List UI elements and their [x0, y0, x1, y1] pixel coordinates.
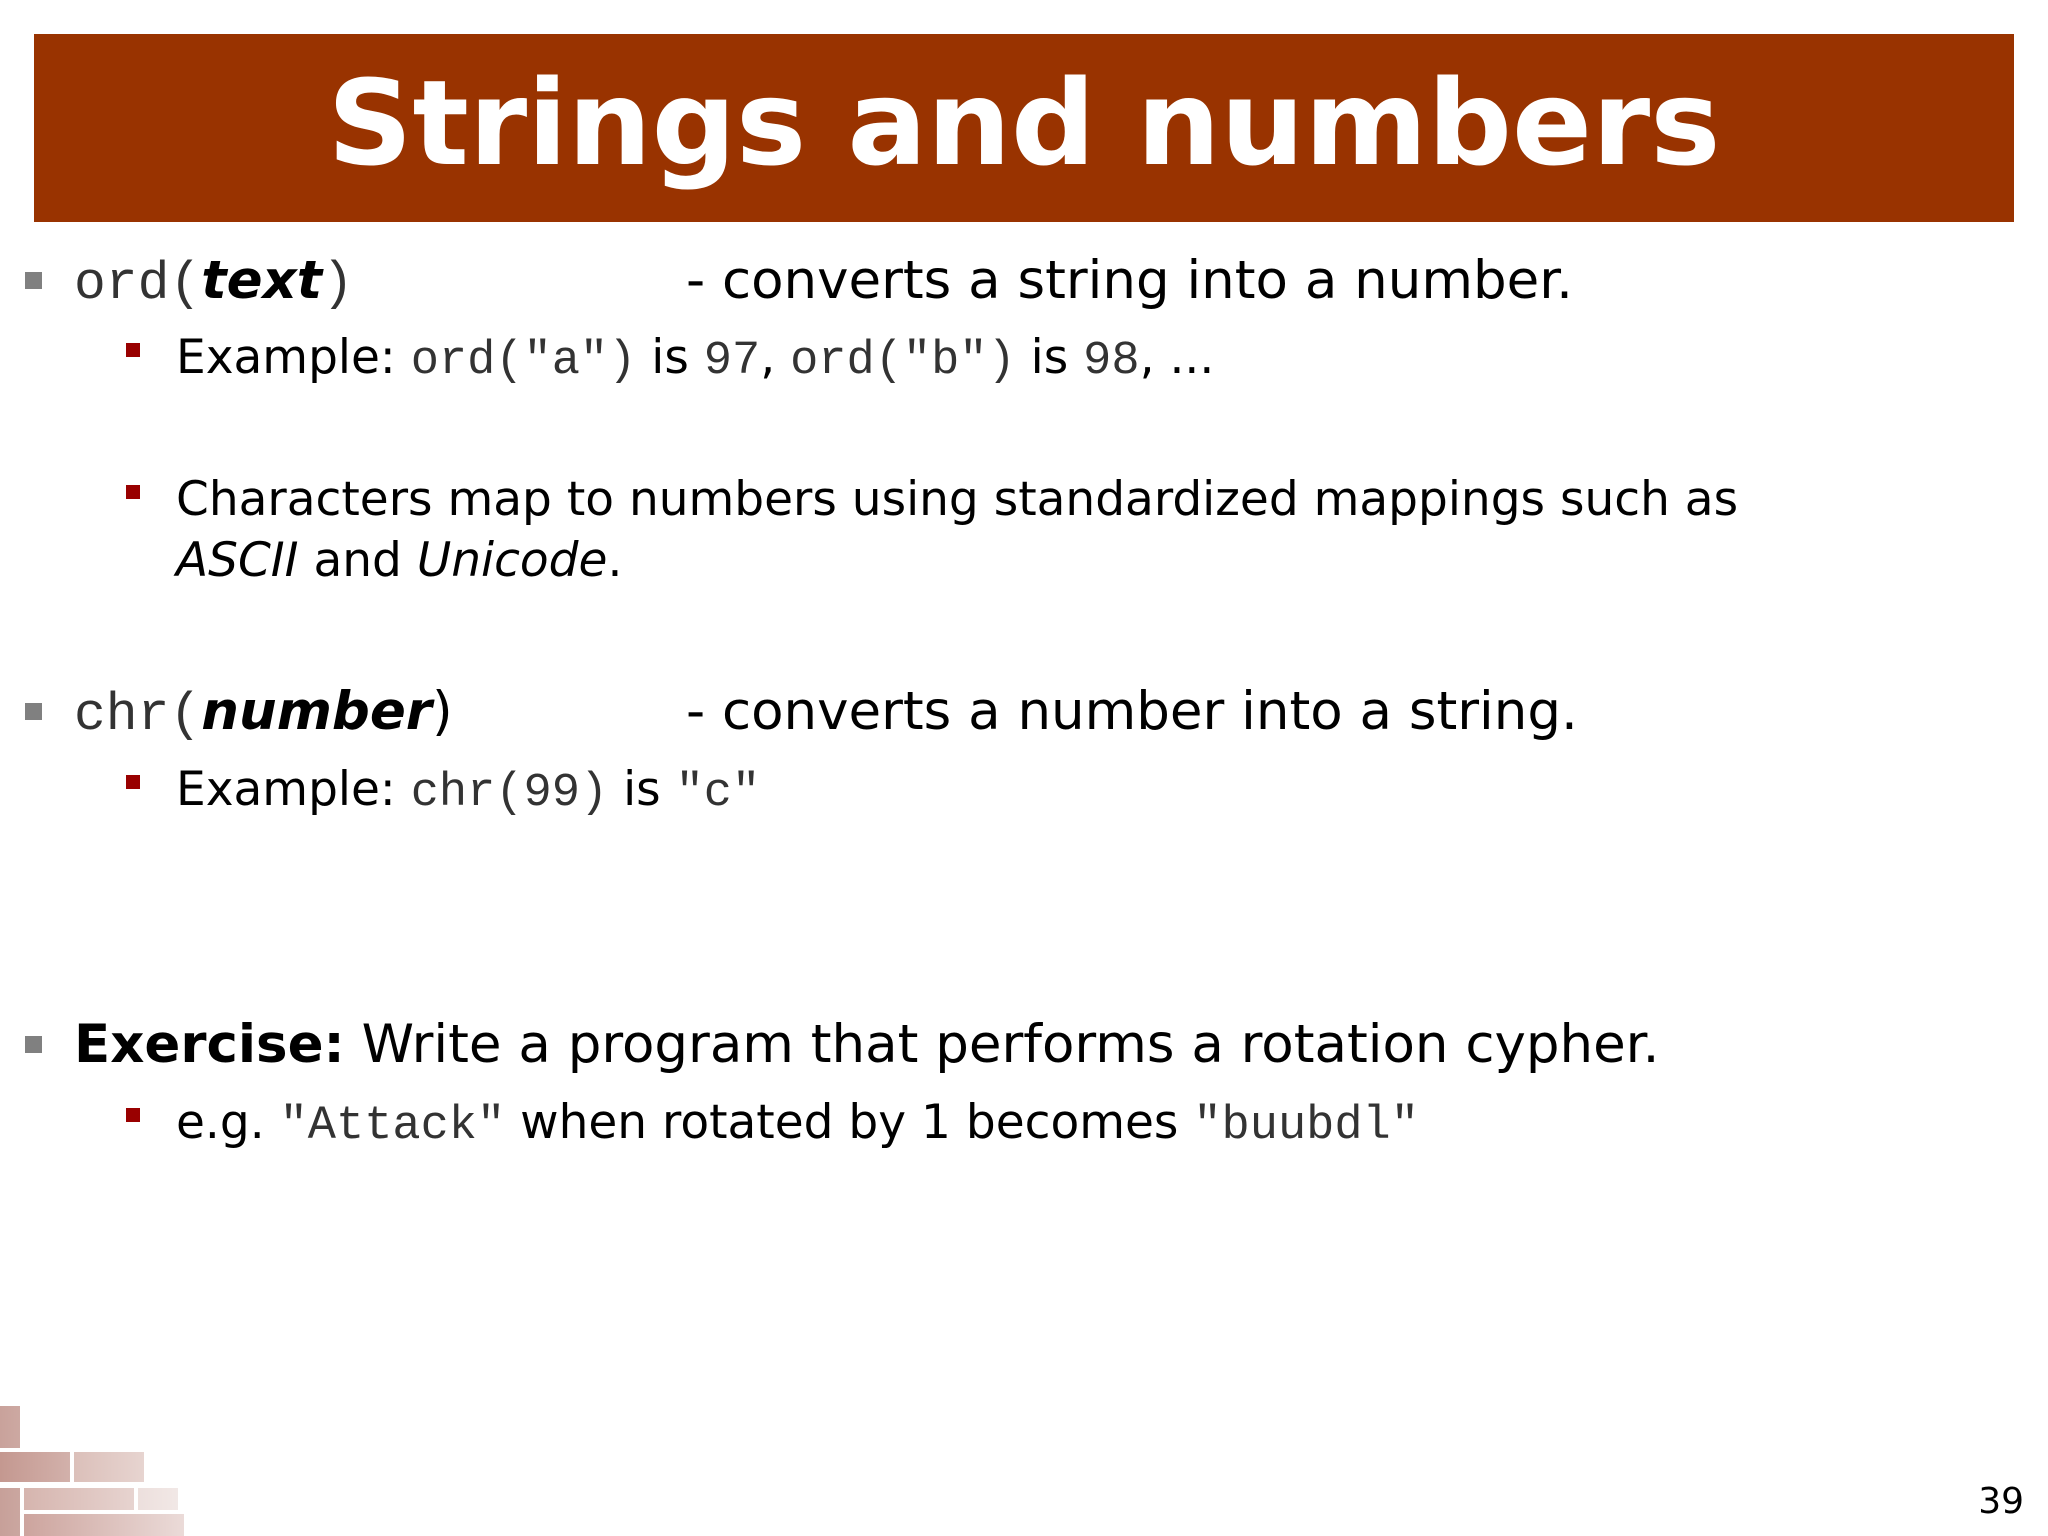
chr-description: - converts a number into a string. — [686, 681, 1578, 742]
char-mapping-line2: ASCII and Unicode. — [176, 533, 623, 588]
chr-example: Example: chr(99) is "c" — [176, 762, 761, 820]
slide-title: Strings and numbers — [327, 54, 1721, 192]
chr-func-name: chr( — [74, 685, 202, 745]
brick-wall-decoration — [0, 1406, 290, 1536]
ord-example-code-b: ord("b") — [790, 335, 1016, 388]
level2-bullet-icon — [126, 485, 140, 499]
exercise-text: Write a program that performs a rotation cypher. — [344, 1014, 1660, 1075]
ord-signature — [74, 250, 354, 314]
ord-example: Example: ord("a") is 97, ord("b") is 98, ... — [176, 330, 1215, 388]
exercise-line — [74, 1014, 1659, 1075]
level2-bullet-icon — [126, 775, 140, 789]
char-mapping-line1: Characters map to numbers using standardized mappings such as — [176, 472, 1739, 527]
chr-param: number — [201, 681, 432, 742]
ord-description: - converts a string into a number. — [686, 250, 1573, 311]
page-number: 39 — [1978, 1481, 2024, 1522]
exercise-label: Exercise: — [74, 1014, 345, 1075]
ord-param: text — [201, 250, 323, 311]
ord-example-code-a: ord("a") — [410, 335, 637, 388]
ord-func-name: ord( — [74, 254, 202, 314]
ascii-term: ASCII — [176, 533, 299, 588]
level1-bullet-icon — [25, 703, 42, 720]
attack-code: "Attack" — [279, 1100, 506, 1153]
level2-bullet-icon — [126, 1108, 140, 1122]
chr-close-paren: ) — [431, 681, 453, 742]
chr-signature — [74, 681, 453, 745]
buubdl-code: "buubdl" — [1193, 1100, 1419, 1153]
unicode-term: Unicode — [416, 533, 608, 588]
exercise-example: e.g. "Attack" when rotated by 1 becomes "buubdl" — [176, 1095, 1419, 1153]
level1-bullet-icon — [25, 272, 42, 289]
ord-close-paren: ) — [322, 254, 354, 314]
level2-bullet-icon — [126, 343, 140, 357]
chr-example-code: chr(99) — [410, 767, 609, 820]
title-bar — [34, 34, 2014, 222]
level1-bullet-icon — [25, 1036, 42, 1053]
